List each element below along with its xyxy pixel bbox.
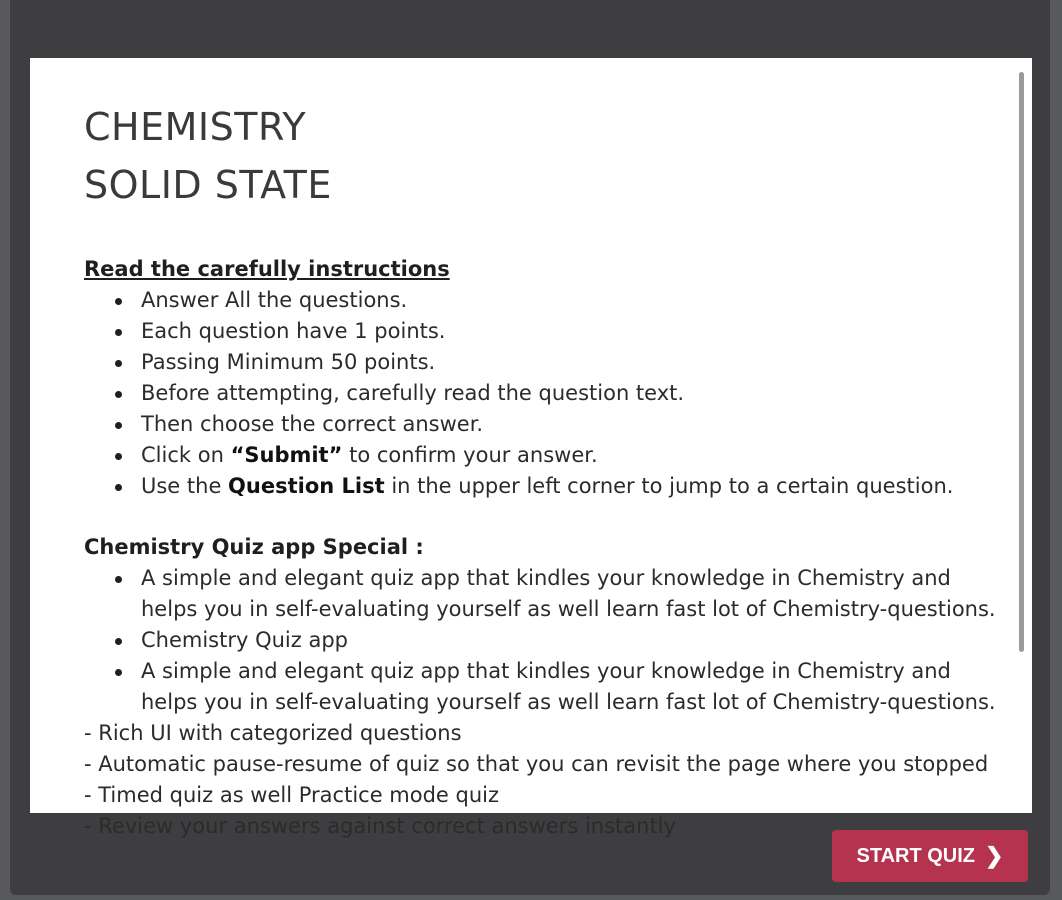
submit-keyword: “Submit” (230, 443, 343, 467)
instruction-item: Each question have 1 points. (141, 316, 1004, 347)
qlist-prefix: Use the (141, 474, 229, 498)
start-quiz-button[interactable] (832, 830, 1028, 882)
question-list-keyword: Question List (228, 474, 385, 498)
special-item: A simple and elegant quiz app that kindles your knowledge in Chemistry and helps you in self-evaluating yourself as well learn fast lot of Chemistry-questions. (141, 563, 1004, 625)
quiz-title (84, 98, 1004, 214)
feature-item: - Automatic pause-resume of quiz so that you can revisit the page where you stopped (84, 752, 989, 776)
instruction-item: Then choose the correct answer. (141, 409, 1004, 440)
feature-item: - Review your answers against correct answers instantly (84, 814, 676, 838)
instructions-heading: Read the carefully instructions (84, 257, 450, 281)
special-list (84, 563, 1004, 718)
vertical-scrollbar[interactable] (1019, 72, 1024, 652)
instruction-item-question-list (141, 471, 1004, 502)
instructions-list (84, 285, 1004, 502)
special-item: A simple and elegant quiz app that kindles your knowledge in Chemistry and helps you in self-evaluating yourself as well learn fast lot of Chemistry-questions. (141, 656, 1004, 718)
submit-suffix: to confirm your answer. (342, 443, 598, 467)
quiz-title-line1: CHEMISTRY (84, 105, 307, 149)
instructions-content (84, 98, 1004, 842)
quiz-title-line2: SOLID STATE (84, 163, 332, 207)
quiz-dialog (10, 0, 1050, 895)
special-heading: Chemistry Quiz app Special : (84, 535, 424, 559)
feature-item: - Rich UI with categorized questions (84, 721, 462, 745)
instruction-item: Passing Minimum 50 points. (141, 347, 1004, 378)
features-list (84, 718, 1004, 842)
special-item: Chemistry Quiz app (141, 625, 1004, 656)
instruction-item: Before attempting, carefully read the question text. (141, 378, 1004, 409)
instruction-item: Answer All the questions. (141, 285, 1004, 316)
start-quiz-label: START QUIZ (856, 844, 976, 867)
chevron-right-icon: ❯ (985, 843, 1004, 868)
submit-prefix: Click on (141, 443, 231, 467)
qlist-suffix: in the upper left corner to jump to a certain question. (384, 474, 954, 498)
feature-item: - Timed quiz as well Practice mode quiz (84, 783, 500, 807)
instruction-item-submit (141, 440, 1004, 471)
instructions-panel[interactable] (30, 58, 1032, 838)
